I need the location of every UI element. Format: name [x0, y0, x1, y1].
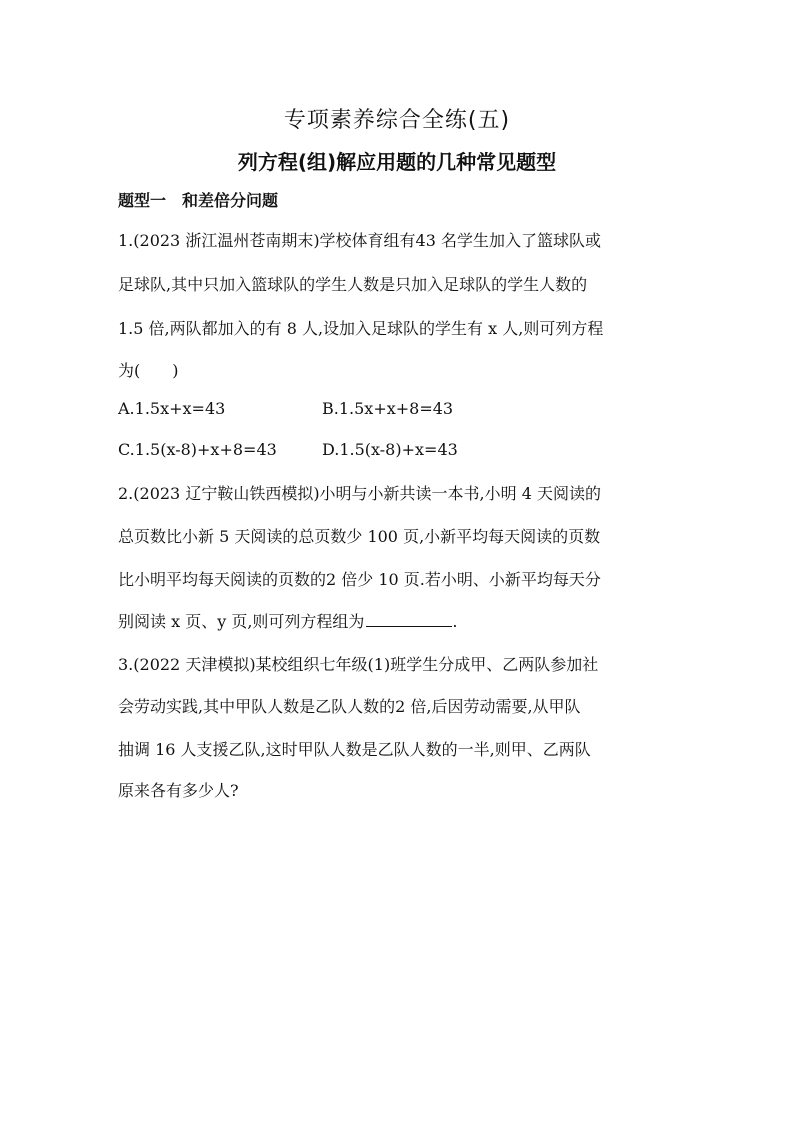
- question-2-line: 比小明平均每天阅读的页数的2 倍少 10 页.若小明、小新平均每天分: [118, 570, 601, 589]
- question-1-line: 足球队,其中只加入篮球队的学生人数是只加入足球队的学生人数的: [118, 275, 588, 294]
- question-3-line: 3.(2022 天津模拟)某校组织七年级(1)班学生分成甲、乙两队参加社: [118, 655, 599, 674]
- option-b: B.1.5x+x+8=43: [322, 399, 454, 418]
- question-2-line: 2.(2023 辽宁鞍山铁西模拟)小明与小新共读一本书,小明 4 天阅读的: [118, 484, 601, 503]
- question-1-line: 为( ): [118, 361, 179, 380]
- question-2-line: [118, 609, 458, 632]
- question-1-line: 1.(2023 浙江温州苍南期末)学校体育组有43 名学生加入了篮球队或: [118, 231, 602, 250]
- question-2-end: .: [452, 612, 458, 631]
- option-c: C.1.5(x-8)+x+8=43: [118, 440, 277, 459]
- answer-blank[interactable]: [366, 612, 452, 627]
- page-subtitle: 列方程(组)解应用题的几种常见题型: [237, 150, 557, 174]
- question-3-line: 抽调 16 人支援乙队,这时甲队人数是乙队人数的一半,则甲、乙两队: [118, 740, 591, 759]
- question-1-line: 1.5 倍,两队都加入的有 8 人,设加入足球队的学生有 x 人,则可列方程: [118, 319, 604, 338]
- question-3-line: 原来各有多少人?: [118, 781, 239, 800]
- option-a: A.1.5x+x=43: [118, 399, 226, 418]
- question-3-line: 会劳动实践,其中甲队人数是乙队人数的2 倍,后因劳动需要,从甲队: [118, 697, 581, 716]
- section-heading: 题型一 和差倍分问题: [118, 191, 279, 210]
- question-2-text: 别阅读 x 页、y 页,则可列方程组为: [118, 612, 365, 631]
- page-title: 专项素养综合全练(五): [283, 108, 511, 133]
- option-d: D.1.5(x-8)+x=43: [322, 440, 458, 459]
- question-2-line: 总页数比小新 5 天阅读的总页数少 100 页,小新平均每天阅读的页数: [118, 527, 601, 546]
